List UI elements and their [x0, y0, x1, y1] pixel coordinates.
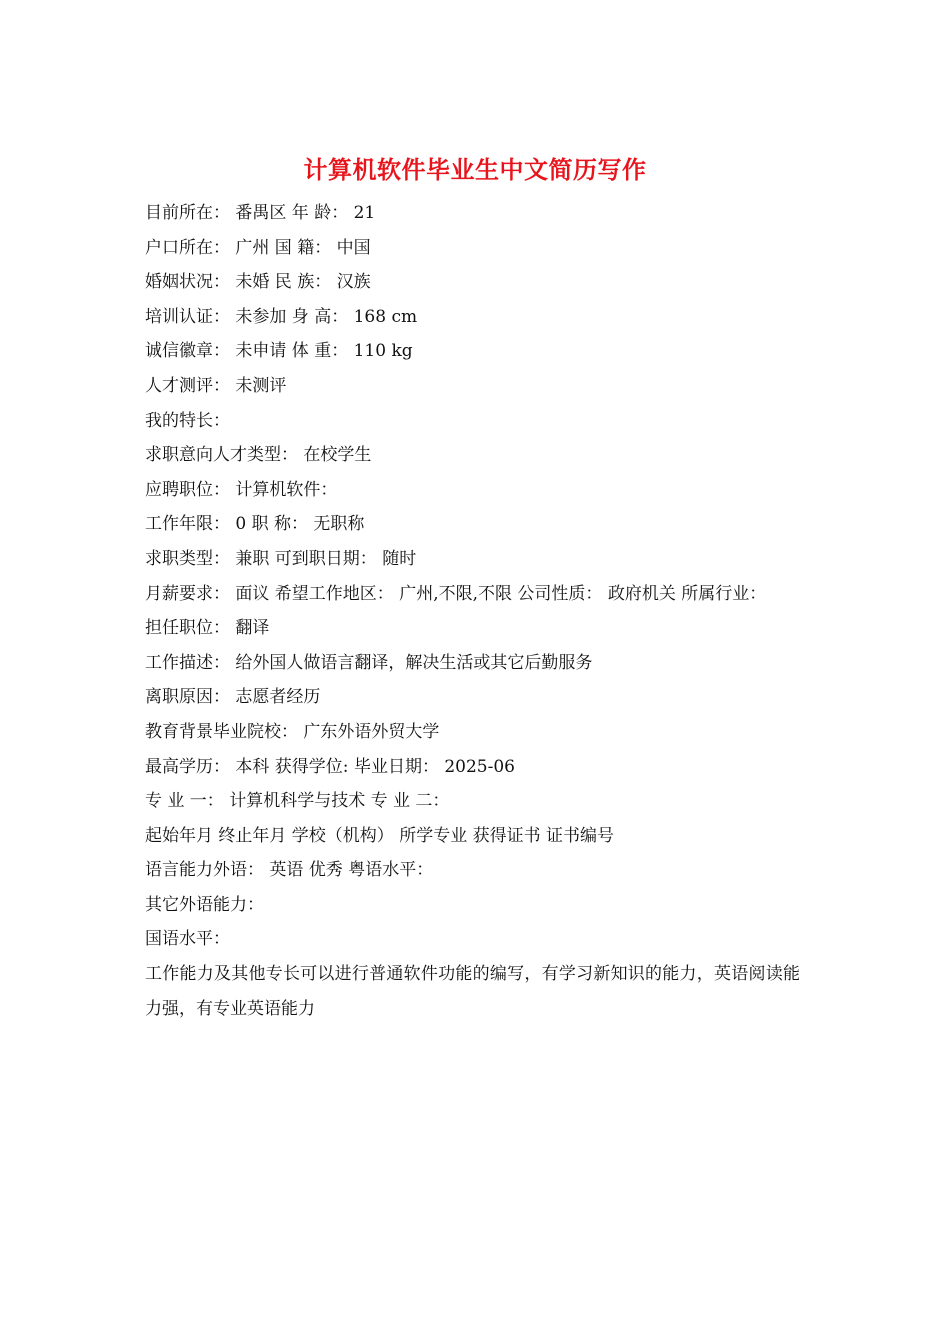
- field-position-held: 担任职位： 翻译: [145, 618, 270, 639]
- field-other-languages: 其它外语能力：: [145, 894, 264, 915]
- field-current-location: 目前所在： 番禺区 年 龄： 21: [145, 203, 376, 223]
- field-highest-education: 最高学历： 本科 获得学位: 毕业日期： 2025-06: [145, 756, 515, 777]
- field-integrity-badge: 诚信徽章： 未申请 体 重： 110 kg: [145, 341, 413, 362]
- field-household-registration: 户口所在： 广州 国 籍： 中国: [145, 237, 371, 258]
- field-job-description: 工作描述： 给外国人做语言翻译，解决生活或其它后勤服务: [145, 652, 593, 673]
- field-reason-for-leaving: 离职原因： 志愿者经历: [145, 687, 321, 708]
- field-talent-assessment: 人才测评： 未测评: [145, 375, 287, 396]
- field-job-intention-type: 求职意向人才类型： 在校学生: [145, 445, 372, 466]
- education-table-header: 起始年月 终止年月 学校（机构） 所学专业 获得证书 证书编号: [145, 825, 615, 846]
- resume-body: [145, 196, 800, 1026]
- field-graduation-school: 教育背景毕业院校： 广东外语外贸大学: [145, 721, 440, 742]
- field-majors: 专 业 一： 计算机科学与技术 专 业 二：: [145, 791, 450, 812]
- document-title: 计算机软件毕业生中文简历写作: [303, 156, 647, 184]
- field-mandarin-level: 国语水平：: [145, 929, 230, 950]
- field-specialties: 我的特长：: [145, 410, 230, 431]
- field-work-years: 工作年限： 0 职 称： 无职称: [145, 514, 365, 535]
- field-foreign-language: 语言能力外语： 英语 优秀 粤语水平：: [145, 860, 434, 881]
- field-training-certification: 培训认证： 未参加 身 高： 168 cm: [145, 306, 418, 327]
- field-job-type: 求职类型： 兼职 可到职日期： 随时: [145, 548, 417, 569]
- field-salary-requirements: 月薪要求： 面议 希望工作地区： 广州,不限,不限 公司性质： 政府机关 所属行业：: [145, 583, 767, 604]
- field-position-applied: 应聘职位： 计算机软件：: [145, 479, 338, 500]
- field-work-ability: 工作能力及其他专长可以进行普通软件功能的编写，有学习新知识的能力，英语阅读能力强，有专业英语能力: [145, 964, 800, 1019]
- field-marital-status: 婚姻状况： 未婚 民 族： 汉族: [145, 272, 371, 293]
